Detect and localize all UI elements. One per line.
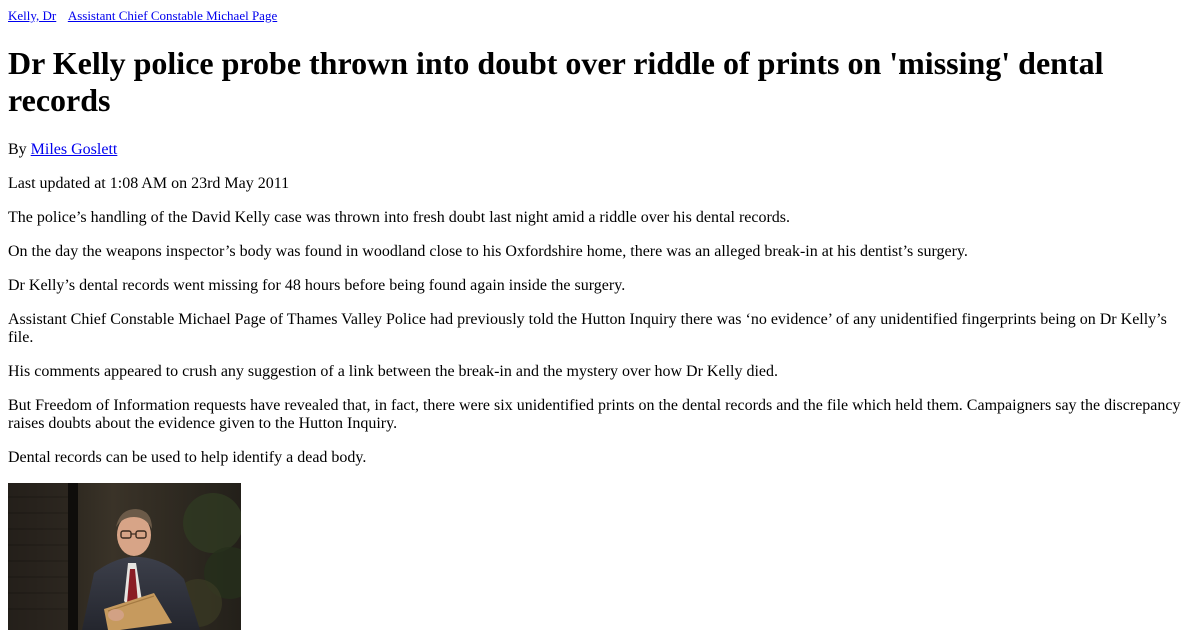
tag-link-kelly[interactable]: Kelly, Dr — [8, 8, 57, 23]
article-paragraph: Assistant Chief Constable Michael Page of Thames Valley Police had previously told the Hutton Inquiry there was ‘no evidence’ of any unidentified fingerprints being on Dr Kelly’s file. — [8, 311, 1167, 346]
article-paragraph: On the day the weapons inspector’s body was found in woodland close to his Oxfordshire home, there was an alleged break-in at his dentist’s surgery. — [8, 243, 968, 260]
article-paragraph: His comments appeared to crush any suggestion of a link between the break-in and the mystery over how Dr Kelly died. — [8, 363, 779, 380]
byline — [8, 141, 1188, 159]
article-paragraph: But Freedom of Information requests have revealed that, in fact, there were six unidentified prints on the dental records and the file which held them. Campaigners say the discrepancy raises doubts about the evidence given to the Hutton Inquiry. — [8, 397, 1181, 432]
byline-prefix: By — [8, 141, 27, 158]
tag-links — [8, 8, 286, 24]
photo-illustration — [8, 483, 241, 630]
article-paragraph: Dr Kelly’s dental records went missing for 48 hours before being found again inside the surgery. — [8, 277, 626, 294]
tag-link-michael-page[interactable]: Assistant Chief Constable Michael Page — [67, 8, 278, 23]
article-paragraph: The police’s handling of the David Kelly case was thrown into fresh doubt last night amid a riddle over his dental records. — [8, 209, 791, 226]
article-headline: Dr Kelly police probe thrown into doubt over riddle of prints on 'missing' dental records — [8, 45, 1104, 118]
last-updated: Last updated at 1:08 AM on 23rd May 2011 — [8, 175, 290, 192]
article-paragraph: Dental records can be used to help identify a dead body. — [8, 449, 367, 466]
article-photo — [8, 483, 241, 630]
author-link[interactable]: Miles Goslett — [30, 141, 118, 158]
